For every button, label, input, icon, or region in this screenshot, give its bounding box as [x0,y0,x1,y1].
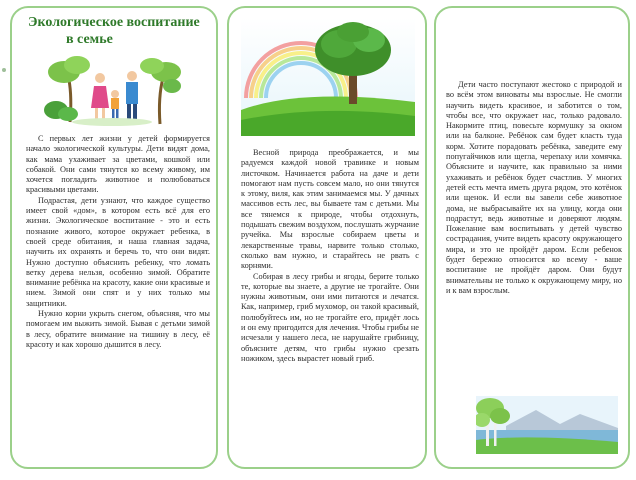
title-line-2: в семье [66,32,113,47]
paragraph: Нужно корни укрыть снегом, объясняя, что мы помогаем им выжить зимой. Бывая с детьми зимой в лесу, обратите внимание на тишину в лесу, её красоту и как хорошо дышится в лесу. [26,309,210,349]
panel2-text [241,148,419,364]
brochure-title [28,14,218,48]
family-trees-illustration [42,52,182,128]
panel3-text [446,80,622,296]
brochure-panel-right [434,6,630,469]
paragraph: Весной природа преображается, и мы радуемся каждой новой травинке и новым листочком. Начинается работа на даче и дети помогают нам пусть совсем мало, но они тянутся к этому, виля, как этим занимаемся мы. У дачных массивов есть лес, вы бываете там с детьми. Мы все тянемся к природе, чтобы отдохнуть, подышать свежим воздухом, послушать журчание ручейка. Мы взрослые собираем цветы и лекарственные травы, нарвите только столько, сколько вам нужно, и старайтесь не рвать с корнями. [241,148,419,271]
paragraph: Собирая в лесу грибы и ягоды, берите только те, которые вы знаете, а другие не трогайте. Они нужны животным, они ими питаются и лечатся. Как, например, гриб мухомор, он такой красивый, полюбуйтесь им, но не трогайте его, придёт лось и он ему пригодится для лечения. Чтобы грибы не исчезали у нашего леса, не нарушайте грибницу, объясните детям, что грибы нужно срезать ножиком, здесь вырастет новый гриб. [241,271,419,363]
decorative-dot [2,68,6,72]
paragraph: С первых лет жизни у детей формируется начало экологической культуры. Дети видят дома, как мама ухаживает за цветами, кошкой или собакой. Они сами тянутся ко всему живому, им хочется погладить животное и полюбоваться красивыми цветами. [26,134,210,195]
title-line-1: Экологическое воспитание [28,15,200,30]
rainbow-tree-illustration [241,18,415,136]
brochure-panel-left [10,6,218,469]
panel1-text [26,134,210,350]
paragraph: Дети часто поступают жестоко с природой и во всём этом виноваты мы взрослые. Не смогли научить видеть красивое, и заботится о том, чтобы все, что окружает нас, только радовало. Накормите птиц, повесьте кормушку за окном или на балконе. Ребёнок сам будет класть туда корм. Хотите порадовать ребёнка, заведите ему попугайчиков или щегла, черепаху или хомячка. Объясните и научите, как правильно за ними ухаживать и ребёнок будет счастлив. У многих детей есть мечта иметь друга рядом, это котёнок или щенок. И если вы завели себе животное дома, не выбрасывайте их на улицу, когда они подрастут, ведь животные и доверяют людям. Пожелание вам воспитывать у детей чувство сострадания, учите видеть красоту окружающего мира, и это не пройдёт даром. Если ребенок будет бережно относится ко всему - ваше воспитание не пройдёт даром. Они будут внимательны не только к окружающему миру, но и к вам взрослым. [446,80,622,295]
lake-birch-illustration [476,396,618,454]
brochure-panel-middle [227,6,427,469]
paragraph: Подрастая, дети узнают, что каждое существо имеет свой «дом», в котором есть всё для его жизни. Экологическое воспитание - это и есть познание живого, которое окружает ребенка, в своей среде обитания, и наша главная задача, научить их охранять и беречь то, что они видят. Нужно доступно объяснить ребенку, что ломать ветку дерева нельзя, особенно зимой. Обратите внимание ребёнка на красоту, какие они красивые и нием. Зимой они спят и у них только мы защитники. [26,195,210,308]
